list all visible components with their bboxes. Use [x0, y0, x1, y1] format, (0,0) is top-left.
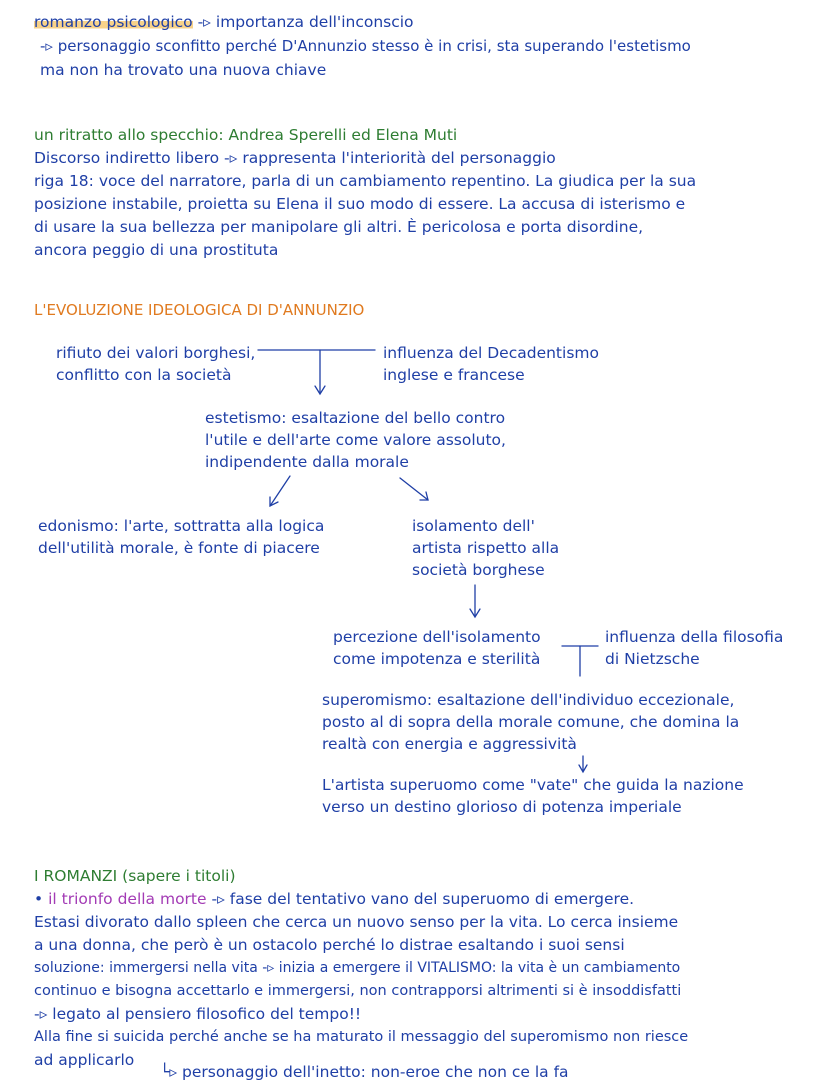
section4-line4: soluzione: immergersi nella vita -▹ inizia a emergere il VITALISMO: la vita è un cambiamento: [34, 960, 681, 976]
section2-title: un ritratto allo specchio: Andrea Sperelli ed Elena Muti: [34, 126, 458, 144]
section2-line5: di usare la sua bellezza per manipolare gli altri. È pericolosa e porta disordine,: [34, 218, 644, 236]
node-percezione-line2: come impotenza e sterilità: [333, 650, 541, 668]
section1-line2: -▹ personaggio sconfitto perché D'Annunzio stesso è in crisi, sta superando l'estetismo: [40, 37, 691, 55]
arrow-to-edonismo: [270, 476, 290, 506]
section2-line3: riga 18: voce del narratore, parla di un cambiamento repentino. La giudica per la sua: [34, 172, 697, 190]
section2-line4: posizione instabile, proietta su Elena il suo modo di essere. La accusa di isterismo e: [34, 195, 686, 213]
node-rifiuto-line1: rifiuto dei valori borghesi,: [56, 344, 256, 362]
section2-line6: ancora peggio di una prostituta: [34, 241, 279, 259]
section4-line6: -▹ legato al pensiero filosofico del tempo!!: [34, 1005, 362, 1023]
node-isolamento-line2: artista rispetto alla: [412, 539, 560, 557]
node-edonismo-line2: dell'utilità morale, è fonte di piacere: [38, 539, 320, 557]
section4-line3: a una donna, che però è un ostacolo perché lo distrae esaltando i suoi sensi: [34, 936, 625, 954]
node-isolamento-line1: isolamento dell': [412, 517, 535, 535]
section1-line3: ma non ha trovato una nuova chiave: [40, 61, 327, 79]
node-influenza-nietzsche-line2: di Nietzsche: [605, 650, 700, 668]
section4-line9: └▹ personaggio dell'inetto: non-eroe che non ce la fa: [160, 1063, 569, 1081]
section1-highlighted-title: romanzo psicologico: [34, 13, 193, 31]
node-superomismo-line1: superomismo: esaltazione dell'individuo eccezionale,: [322, 691, 735, 709]
novel-title: il trionfo della morte: [48, 890, 207, 908]
section4-title: I ROMANZI (sapere i titoli): [34, 867, 236, 885]
node-estetismo-line2: l'utile e dell'arte come valore assoluto,: [205, 431, 506, 449]
node-influenza-nietzsche-line1: influenza della filosofia: [605, 628, 784, 646]
node-estetismo-line1: estetismo: esaltazione del bello contro: [205, 409, 506, 427]
node-influenza-decadentismo-line1: influenza del Decadentismo: [383, 344, 599, 362]
node-artista-vate-line2: verso un destino glorioso di potenza imperiale: [322, 798, 682, 816]
node-superomismo-line3: realtà con energia e aggressività: [322, 735, 577, 753]
node-edonismo-line1: edonismo: l'arte, sottratta alla logica: [38, 517, 325, 535]
section4-line7: Alla fine si suicida perché anche se ha maturato il messaggio del superomismo non riesce: [34, 1029, 689, 1045]
section4-line5: continuo e bisogna accettarlo e immergersi, non contrapporsi altrimenti si è insoddisfatti: [34, 983, 682, 999]
node-influenza-decadentismo-line2: inglese e francese: [383, 366, 525, 384]
arrow-to-isolamento: [400, 478, 428, 500]
node-percezione-line1: percezione dell'isolamento: [333, 628, 541, 646]
section4-novel-line: [34, 889, 634, 909]
node-estetismo-line3: indipendente dalla morale: [205, 453, 409, 471]
node-isolamento-line3: società borghese: [412, 561, 545, 579]
section3-title: L'EVOLUZIONE IDEOLOGICA DI D'ANNUNZIO: [34, 301, 365, 319]
section4-line8: ad applicarlo: [34, 1051, 135, 1069]
node-superomismo-line2: posto al di sopra della morale comune, che domina la: [322, 713, 740, 731]
novel-title-rest: -▹ fase del tentativo vano del superuomo di emergere.: [206, 890, 635, 908]
node-artista-vate-line1: L'artista superuomo come "vate" che guida la nazione: [322, 776, 744, 794]
bullet: •: [34, 890, 44, 908]
section1-line1-rest: -▹ importanza dell'inconscio: [192, 13, 414, 31]
section4-line2: Estasi divorato dallo spleen che cerca un nuovo senso per la vita. Lo cerca insieme: [34, 913, 679, 931]
node-rifiuto-line2: conflitto con la società: [56, 366, 232, 384]
section2-line2: Discorso indiretto libero -▹ rappresenta l'interiorità del personaggio: [34, 149, 556, 167]
